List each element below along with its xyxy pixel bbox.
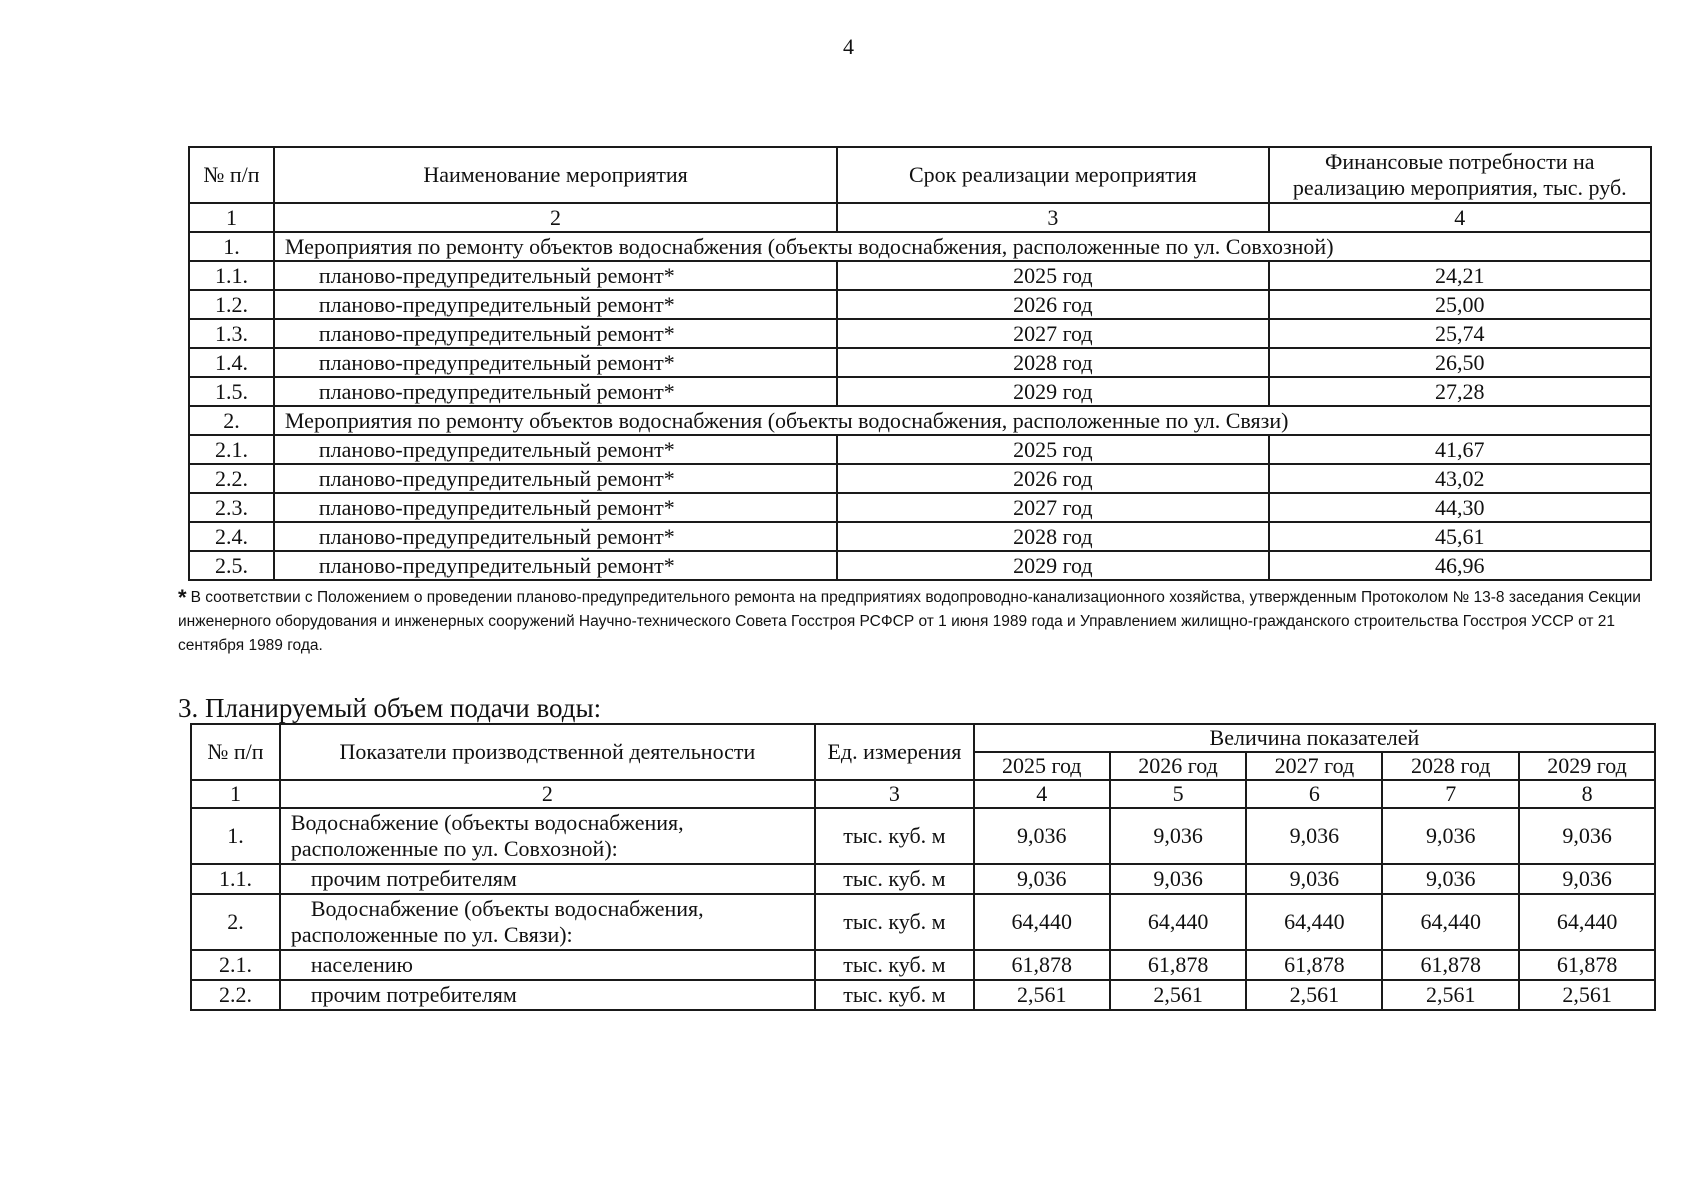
activity-term: 2027 год (837, 493, 1268, 522)
column-number: 1 (191, 780, 280, 808)
header-values: Величина показателей (974, 724, 1655, 752)
value-cell: 61,878 (974, 950, 1110, 980)
value-cell: 2,561 (1382, 980, 1519, 1010)
activity-term: 2025 год (837, 435, 1268, 464)
table-row (191, 808, 1655, 864)
activity-name: планово-предупредительный ремонт* (274, 464, 837, 493)
activity-cost: 43,02 (1269, 464, 1651, 493)
value-cell: 9,036 (1382, 808, 1519, 864)
indicator-name-line: Водоснабжение (объекты водоснабжения, (290, 810, 684, 835)
table-row (189, 377, 1651, 406)
activity-name: планово-предупредительный ремонт* (274, 493, 837, 522)
value-cell: 9,036 (1519, 864, 1655, 894)
table-row (189, 261, 1651, 290)
section-number: 2. (189, 406, 274, 435)
value-cell: 61,878 (1246, 950, 1382, 980)
header-year: 2025 год (974, 752, 1110, 780)
value-cell: 64,440 (974, 894, 1110, 950)
value-cell: 61,878 (1519, 950, 1655, 980)
row-number: 1.4. (189, 348, 274, 377)
row-number: 2.1. (191, 950, 280, 980)
header-year: 2028 год (1382, 752, 1519, 780)
activities-table-body (189, 203, 1651, 580)
water-supply-table (190, 723, 1656, 1011)
indicator-name-line: расположенные по ул. Связи): (290, 922, 573, 947)
value-cell: 9,036 (1110, 864, 1247, 894)
header-financial-needs: Финансовые потребности на реализацию мероприятия, тыс. руб. (1269, 147, 1651, 203)
unit: тыс. куб. м (815, 808, 974, 864)
indicator-name-line: Водоснабжение (объекты водоснабжения, (310, 896, 704, 921)
activity-cost: 41,67 (1269, 435, 1651, 464)
water-supply-table-body (191, 808, 1655, 1010)
value-cell: 9,036 (1246, 864, 1382, 894)
table-row (189, 551, 1651, 580)
value-cell: 9,036 (974, 808, 1110, 864)
activity-cost: 25,74 (1269, 319, 1651, 348)
value-cell: 9,036 (1110, 808, 1247, 864)
activity-term: 2026 год (837, 290, 1268, 319)
activity-name: планово-предупредительный ремонт* (274, 522, 837, 551)
section-row (189, 406, 1651, 435)
header-unit: Ед. измерения (815, 724, 974, 780)
header-number: № п/п (191, 724, 280, 780)
page-number: 4 (843, 34, 854, 59)
activity-cost: 45,61 (1269, 522, 1651, 551)
water-supply-table-header (191, 724, 1655, 808)
column-number: 5 (1110, 780, 1247, 808)
table-row (189, 435, 1651, 464)
value-cell: 64,440 (1519, 894, 1655, 950)
table-row (189, 522, 1651, 551)
unit: тыс. куб. м (815, 980, 974, 1010)
activities-table (188, 146, 1652, 581)
unit: тыс. куб. м (815, 894, 974, 950)
activity-name: планово-предупредительный ремонт* (274, 348, 837, 377)
header-row (191, 724, 1655, 752)
unit: тыс. куб. м (815, 950, 974, 980)
activity-name: планово-предупредительный ремонт* (274, 261, 837, 290)
table-row (191, 950, 1655, 980)
column-numbers-row (189, 203, 1651, 232)
footnote-text: В соответствии с Положением о проведении планово-предупредительного ремонта на предприятиях водопроводно-канализационного хозяйства, утвержденным Протоколом № 13-8 заседания Секции инженерного оборудования и инженерных сооружений Научно-технического Совета Госстроя РСФСР от 1 июня 1989 года и Управлением жилищно-гражданского строительства Госстроя УССР от 21 сентября 1989 года. (178, 589, 1641, 654)
row-number: 2.2. (191, 980, 280, 1010)
value-cell: 2,561 (1246, 980, 1382, 1010)
indicator-name-line: расположенные по ул. Совхозной): (290, 836, 618, 861)
footnote-star: * (178, 585, 187, 610)
activity-cost: 46,96 (1269, 551, 1651, 580)
table-row (191, 894, 1655, 950)
section-title: 3. Планируемый объем подачи воды: (178, 693, 602, 723)
indicator-name: прочим потребителям (280, 980, 815, 1010)
value-cell: 64,440 (1246, 894, 1382, 950)
activity-term: 2026 год (837, 464, 1268, 493)
indicator-name (280, 808, 815, 864)
table-row (191, 980, 1655, 1010)
column-number: 4 (1269, 203, 1651, 232)
table-row (189, 493, 1651, 522)
indicator-name: населению (280, 950, 815, 980)
value-cell: 9,036 (1519, 808, 1655, 864)
footnote (178, 586, 1658, 658)
indicator-name: прочим потребителям (280, 864, 815, 894)
value-cell: 61,878 (1382, 950, 1519, 980)
column-number: 1 (189, 203, 274, 232)
column-number: 2 (280, 780, 815, 808)
value-cell: 2,561 (974, 980, 1110, 1010)
column-number: 7 (1382, 780, 1519, 808)
activity-term: 2025 год (837, 261, 1268, 290)
activity-cost: 27,28 (1269, 377, 1651, 406)
value-cell: 9,036 (974, 864, 1110, 894)
row-number: 1.5. (189, 377, 274, 406)
column-numbers-row (191, 780, 1655, 808)
column-number: 3 (837, 203, 1268, 232)
activity-name: планово-предупредительный ремонт* (274, 551, 837, 580)
section-row (189, 232, 1651, 261)
table-row (191, 864, 1655, 894)
indicator-name (280, 894, 815, 950)
header-year: 2026 год (1110, 752, 1247, 780)
table-row (189, 348, 1651, 377)
table-row (189, 290, 1651, 319)
unit: тыс. куб. м (815, 864, 974, 894)
activity-name: планово-предупредительный ремонт* (274, 319, 837, 348)
activity-term: 2029 год (837, 551, 1268, 580)
section-title: Мероприятия по ремонту объектов водоснабжения (объекты водоснабжения, расположенные по ул. Совхозной) (274, 232, 1651, 261)
value-cell: 9,036 (1382, 864, 1519, 894)
value-cell: 64,440 (1110, 894, 1247, 950)
activity-cost: 25,00 (1269, 290, 1651, 319)
activity-cost: 24,21 (1269, 261, 1651, 290)
header-year: 2027 год (1246, 752, 1382, 780)
activity-term: 2028 год (837, 522, 1268, 551)
header-year: 2029 год (1519, 752, 1655, 780)
column-number: 6 (1246, 780, 1382, 808)
header-indicator: Показатели производственной деятельности (280, 724, 815, 780)
value-cell: 61,878 (1110, 950, 1247, 980)
row-number: 1.1. (191, 864, 280, 894)
row-number: 2. (191, 894, 280, 950)
activity-cost: 26,50 (1269, 348, 1651, 377)
row-number: 1.3. (189, 319, 274, 348)
table-row (189, 319, 1651, 348)
value-cell: 2,561 (1110, 980, 1247, 1010)
row-number: 2.2. (189, 464, 274, 493)
section-title: Мероприятия по ремонту объектов водоснабжения (объекты водоснабжения, расположенные по ул. Связи) (274, 406, 1651, 435)
value-cell: 2,561 (1519, 980, 1655, 1010)
column-number: 2 (274, 203, 837, 232)
value-cell: 64,440 (1382, 894, 1519, 950)
activity-name: планово-предупредительный ремонт* (274, 377, 837, 406)
row-number: 1.1. (189, 261, 274, 290)
section-number: 1. (189, 232, 274, 261)
activity-term: 2029 год (837, 377, 1268, 406)
column-number: 3 (815, 780, 974, 808)
activity-name: планово-предупредительный ремонт* (274, 435, 837, 464)
row-number: 1.2. (189, 290, 274, 319)
column-number: 8 (1519, 780, 1655, 808)
row-number: 2.5. (189, 551, 274, 580)
row-number: 2.1. (189, 435, 274, 464)
row-number: 2.3. (189, 493, 274, 522)
header-number: № п/п (189, 147, 274, 203)
row-number: 2.4. (189, 522, 274, 551)
activity-cost: 44,30 (1269, 493, 1651, 522)
row-number: 1. (191, 808, 280, 864)
header-activity-name: Наименование мероприятия (274, 147, 837, 203)
header-term: Срок реализации мероприятия (837, 147, 1268, 203)
column-number: 4 (974, 780, 1110, 808)
table-row (189, 464, 1651, 493)
activity-term: 2028 год (837, 348, 1268, 377)
value-cell: 9,036 (1246, 808, 1382, 864)
activity-term: 2027 год (837, 319, 1268, 348)
activity-name: планово-предупредительный ремонт* (274, 290, 837, 319)
